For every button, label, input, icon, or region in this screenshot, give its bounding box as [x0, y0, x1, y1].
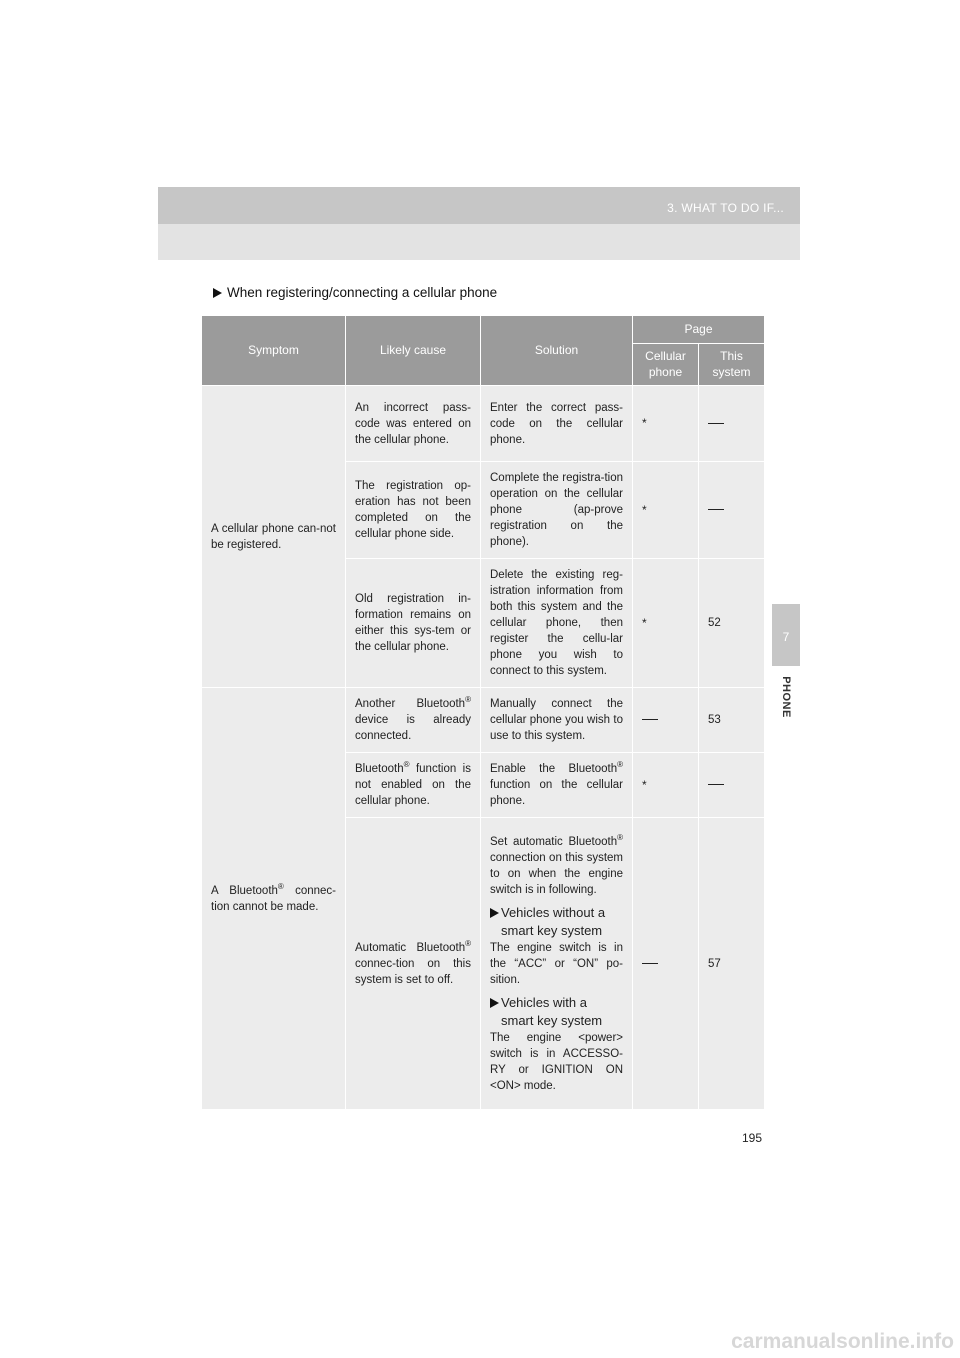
cause-cell: The registration op-eration has not been completed on the cellular phone side. — [346, 462, 481, 559]
chapter-title: 3. WHAT TO DO IF... — [667, 201, 784, 215]
system-page-cell: 53 — [699, 688, 765, 753]
symptom-cell: A Bluetooth® connec-tion cannot be made. — [202, 688, 346, 1110]
sub-text: The engine switch is in the “ACC” or “ON” po-sition. — [490, 941, 623, 986]
cause-cell: Old registration in-formation remains on either this sys-tem or the cellular phone. — [346, 559, 481, 688]
header-page: Page — [633, 316, 765, 344]
cellular-page-cell — [633, 462, 699, 559]
dash-mark — [708, 784, 724, 785]
header-band — [158, 187, 800, 224]
cause-cell: Bluetooth® function is not enabled on the cellular phone. — [346, 753, 481, 818]
asterisk-mark: * — [642, 777, 647, 792]
cause-cell: Another Bluetooth® device is already connected. — [346, 688, 481, 753]
system-page-cell — [699, 386, 765, 462]
subheading-without-smart-key: Vehicles without a smart key system — [490, 904, 623, 940]
system-page-cell — [699, 462, 765, 559]
page-number: 195 — [742, 1131, 763, 1145]
chapter-tab-label — [772, 672, 800, 722]
triangle-bullet-icon — [490, 998, 499, 1008]
dash-mark — [708, 509, 724, 510]
table-row — [202, 386, 765, 462]
dash-mark — [642, 719, 658, 720]
asterisk-mark: * — [642, 416, 647, 430]
subheading-with-smart-key: Vehicles with a smart key system — [490, 994, 623, 1030]
section-heading-text: When registering/connecting a cellular phone — [227, 285, 498, 300]
header-likely-cause: Likely cause — [346, 316, 481, 386]
troubleshooting-table — [201, 315, 765, 1110]
header-this-system: This system — [699, 344, 765, 386]
asterisk-mark: * — [642, 502, 647, 517]
chapter-label: PHONE — [780, 676, 792, 718]
system-page-cell: 57 — [699, 818, 765, 1110]
solution-cell: Delete the existing reg-istration information from both this system and the cellular phone, then register the cellu-lar phone you wish to connect to this system. — [481, 559, 633, 688]
cause-cell: An incorrect pass-code was entered on the cellular phone. — [346, 386, 481, 462]
header-symptom: Symptom — [202, 316, 346, 386]
chapter-tab — [772, 604, 800, 666]
section-heading — [213, 285, 497, 300]
cellular-page-cell — [633, 818, 699, 1110]
header-cellular-phone: Cellular phone — [633, 344, 699, 386]
header-subband — [158, 224, 800, 260]
watermark: carmanualsonline.info — [731, 1330, 954, 1353]
cellular-page-cell — [633, 386, 699, 462]
dash-mark — [642, 963, 658, 964]
symptom-cell: A cellular phone can-not be registered. — [202, 386, 346, 688]
solution-cell: Enable the Bluetooth® function on the cellular phone. — [481, 753, 633, 818]
dash-mark — [708, 423, 724, 424]
system-page-cell — [699, 753, 765, 818]
table-row — [202, 688, 765, 753]
cellular-page-cell — [633, 559, 699, 688]
triangle-bullet-icon — [213, 288, 222, 298]
solution-cell: Enter the correct pass-code on the cellular phone. — [481, 386, 633, 462]
cause-cell: Automatic Bluetooth® connec-tion on this system is set to off. — [346, 818, 481, 1110]
solution-cell: Complete the registra-tion operation on the cellular phone (ap-prove registration on the phone). — [481, 462, 633, 559]
cellular-page-cell — [633, 753, 699, 818]
header-solution: Solution — [481, 316, 633, 386]
cellular-page-cell — [633, 688, 699, 753]
solution-cell: Manually connect the cellular phone you wish to use to this system. — [481, 688, 633, 753]
chapter-number: 7 — [782, 630, 790, 644]
asterisk-mark: * — [642, 615, 647, 630]
triangle-bullet-icon — [490, 908, 499, 918]
system-page-cell: 52 — [699, 559, 765, 688]
sub-text: The engine <power> switch is in ACCESSO-RY or IGNITION ON <ON> mode. — [490, 1031, 623, 1092]
solution-cell: Set automatic Bluetooth® connection on this system to on when the engine switch is in following. Vehicles without a smart key system The engine switch is in the “ACC” or “ON” po-sition. Vehicles with a smart key system The engine <power> switch is in ACCESSO-RY or IGNITION ON <ON> mode. — [481, 818, 633, 1110]
